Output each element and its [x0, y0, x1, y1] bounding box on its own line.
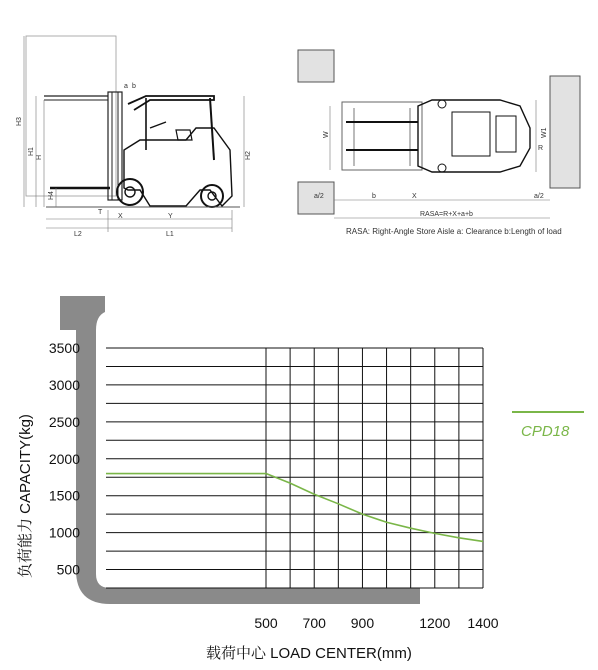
y-tick-label: 1500 [48, 487, 80, 504]
side-view-drawing [24, 36, 244, 232]
y-tick-label: 500 [56, 561, 80, 578]
y-tick-label: 3500 [48, 340, 80, 356]
dim-label: b [132, 83, 136, 90]
y-tick-label: 2500 [48, 413, 80, 430]
y-tick-labels [49, 340, 80, 578]
truck-top [418, 100, 530, 172]
dim-label: L1 [166, 231, 174, 238]
dim-label: X [412, 193, 417, 200]
dim-label: a/2 [534, 193, 544, 200]
legend-label: CPD18 [521, 423, 570, 440]
rear-wheel [201, 185, 223, 207]
dim-label: X [118, 213, 123, 220]
x-tick-label: 500 [254, 615, 278, 631]
chart-frame [60, 296, 420, 604]
wall-block [298, 50, 334, 82]
overhead-guard [128, 96, 214, 110]
dim-label: H4 [48, 191, 55, 200]
x-tick-label: 900 [350, 615, 375, 631]
x-tick-label: 1400 [467, 615, 499, 631]
dim-label: H [36, 154, 43, 160]
load-box-outline [26, 36, 116, 196]
dim-label: W1 [541, 127, 548, 138]
dim-label: b [372, 193, 376, 200]
x-tick-labels [254, 615, 498, 631]
top-view-dim-labels [314, 127, 562, 236]
series-line [266, 474, 483, 542]
y-tick-label: 3000 [48, 376, 80, 393]
dim-label: R [538, 145, 544, 152]
dim-label: T [98, 209, 103, 216]
y-axis-label: 负荷能力 CAPACITY(kg) [17, 414, 34, 578]
wall-block [550, 76, 580, 188]
chart-grid [106, 348, 483, 588]
y-tick-label: 2000 [48, 450, 80, 467]
side-view-dim-labels [16, 83, 252, 238]
dim-label: L2 [74, 231, 82, 238]
chart-series-layer [106, 474, 483, 542]
x-tick-label: 700 [302, 615, 326, 631]
drawing-legend: RASA: Right-Angle Store Aisle a: Clearance b:Length of load [346, 227, 562, 236]
dim-label: H3 [16, 117, 23, 126]
dim-label: H1 [28, 147, 35, 156]
dim-label: W [323, 131, 330, 138]
y-tick-label: 1000 [48, 524, 80, 541]
dim-label: a/2 [314, 193, 324, 200]
dim-label: a [124, 83, 128, 90]
chart [16, 296, 584, 662]
x-axis-label: 载荷中心 LOAD CENTER(mm) [206, 645, 412, 662]
dim-label: H2 [245, 151, 252, 160]
dim-label: Y [168, 213, 173, 220]
dim-label: RASA=R+X+a+b [420, 211, 473, 218]
x-tick-label: 1200 [419, 615, 451, 631]
front-wheel [117, 179, 143, 205]
